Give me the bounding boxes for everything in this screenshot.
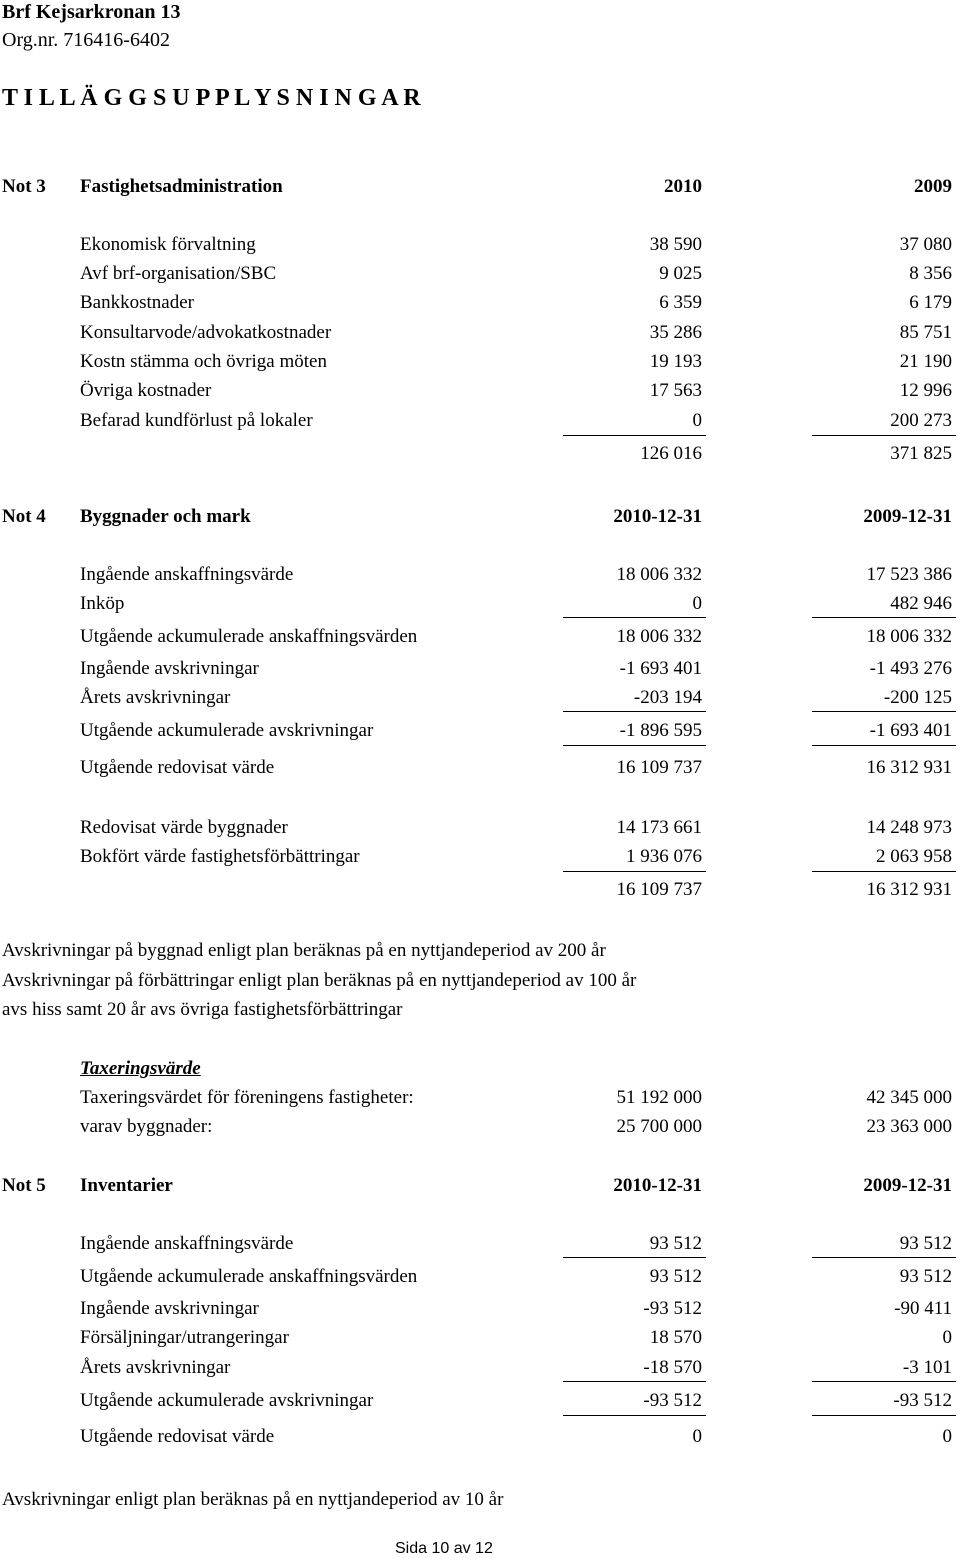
sum-rule (563, 1257, 706, 1258)
taxering-row-label: Taxeringsvärdet för föreningens fastigheter: (80, 1087, 414, 1108)
not4-row-label: Inköp (80, 593, 125, 614)
not5-row-value-2010: 93 512 (649, 1266, 702, 1287)
not4-row-value-2010: 18 006 332 (616, 564, 702, 585)
not4-row-value-2009: -1 693 401 (869, 720, 952, 741)
sum-rule (563, 745, 706, 746)
not4-row-value-2009: 18 006 332 (866, 626, 952, 647)
not3-row-value-2009: 37 080 (899, 234, 952, 255)
not3-row-value-2010: 0 (692, 410, 702, 431)
sum-rule (563, 1381, 706, 1382)
sum-rule (563, 871, 706, 872)
not4-row-value-2010: -1 896 595 (619, 720, 702, 741)
not4-row-value-2009: 2 063 958 (876, 846, 952, 867)
sum-rule (563, 617, 706, 618)
not3-row-label: Bankkostnader (80, 292, 194, 313)
taxering-heading: Taxeringsvärde (80, 1058, 201, 1079)
sum-rule (812, 711, 956, 712)
not5-row-value-2009: -90 411 (894, 1298, 952, 1319)
not3-row-label: Konsultarvode/advokatkostnader (80, 322, 332, 343)
not4-row-label: Ingående anskaffningsvärde (80, 564, 294, 585)
not4-row-label: Årets avskrivningar (80, 687, 231, 708)
not3-row-value-2009: 200 273 (890, 410, 952, 431)
not3-row-label: Övriga kostnader (80, 380, 212, 401)
org-number: Org.nr. 716416-6402 (2, 29, 170, 51)
not5-row-value-2009: -93 512 (893, 1390, 952, 1411)
not3-col1-header: 2010 (664, 176, 702, 197)
not4-row-value-2010: 16 109 737 (616, 757, 702, 778)
not5-row-label: Ingående anskaffningsvärde (80, 1233, 294, 1254)
taxering-row-value-2010: 51 192 000 (616, 1087, 702, 1108)
sum-rule (812, 745, 956, 746)
not4-row-label: Utgående redovisat värde (80, 757, 275, 778)
not4-row-value-2009: 14 248 973 (866, 817, 952, 838)
not5-row-value-2009: -3 101 (902, 1357, 952, 1378)
not4-row-label: Redovisat värde byggnader (80, 817, 288, 838)
not4-total-2010: 16 109 737 (616, 879, 702, 900)
not4-row-value-2009: 17 523 386 (866, 564, 952, 585)
sum-rule (563, 711, 706, 712)
sum-rule (812, 617, 956, 618)
not4-row-value-2010: -203 194 (633, 687, 702, 708)
not5-row-value-2010: -18 570 (643, 1357, 702, 1378)
not4-row-label: Ingående avskrivningar (80, 658, 259, 679)
sum-rule (812, 871, 956, 872)
taxering-row-label: varav byggnader: (80, 1116, 213, 1137)
not3-row-value-2010: 19 193 (649, 351, 702, 372)
not5-row-label: Försäljningar/utrangeringar (80, 1327, 289, 1348)
not5-text: Avskrivningar enligt plan beräknas på en nyttjandeperiod av 10 år (2, 1489, 504, 1510)
not3-row-label: Befarad kundförlust på lokaler (80, 410, 313, 431)
not3-row-value-2010: 35 286 (649, 322, 702, 343)
not4-row-label: Utgående ackumulerade anskaffningsvärden (80, 626, 418, 647)
not3-total-2009: 371 825 (890, 443, 952, 464)
not4-row-value-2009: -1 493 276 (869, 658, 952, 679)
not5-col1-header: 2010-12-31 (613, 1175, 702, 1196)
company-name: Brf Kejsarkronan 13 (2, 1, 181, 23)
sum-rule (563, 1415, 706, 1416)
not4-row-label: Utgående ackumulerade avskrivningar (80, 720, 374, 741)
not4-text-line: Avskrivningar på byggnad enligt plan beräknas på en nyttjandeperiod av 200 år (2, 940, 606, 961)
not5-row-value-2009: 93 512 (899, 1266, 952, 1287)
not4-row-value-2010: 1 936 076 (626, 846, 702, 867)
sum-rule (812, 1381, 956, 1382)
not3-row-value-2010: 17 563 (649, 380, 702, 401)
not5-row-value-2010: -93 512 (643, 1298, 702, 1319)
not4-row-value-2009: -200 125 (883, 687, 952, 708)
not3-row-value-2010: 38 590 (649, 234, 702, 255)
not5-row-value-2009: 0 (942, 1426, 952, 1447)
not5-col2-header: 2009-12-31 (863, 1175, 952, 1196)
not3-total-2010: 126 016 (640, 443, 702, 464)
not3-row-value-2009: 85 751 (899, 322, 952, 343)
not5-row-label: Utgående ackumulerade anskaffningsvärden (80, 1266, 418, 1287)
not5-row-label: Utgående ackumulerade avskrivningar (80, 1390, 374, 1411)
not4-heading: Byggnader och mark (80, 506, 251, 527)
taxering-row-value-2009: 23 363 000 (866, 1116, 952, 1137)
taxering-row-value-2010: 25 700 000 (616, 1116, 702, 1137)
not5-row-value-2010: 0 (692, 1426, 702, 1447)
not4-row-label: Bokfört värde fastighetsförbättringar (80, 846, 360, 867)
not4-row-value-2010: 0 (692, 593, 702, 614)
not5-number: Not 5 (2, 1175, 46, 1196)
not3-number: Not 3 (2, 176, 46, 197)
not3-col2-header: 2009 (914, 176, 952, 197)
not4-row-value-2010: 14 173 661 (616, 817, 702, 838)
page-number: Sida 10 av 12 (395, 1540, 493, 1557)
not4-row-value-2010: 18 006 332 (616, 626, 702, 647)
not4-row-value-2009: 482 946 (890, 593, 952, 614)
not3-row-value-2009: 8 356 (909, 263, 952, 284)
not5-heading: Inventarier (80, 1175, 173, 1196)
sum-rule (812, 1415, 956, 1416)
not3-row-label: Kostn stämma och övriga möten (80, 351, 327, 372)
not3-row-value-2010: 6 359 (659, 292, 702, 313)
not5-row-value-2010: 93 512 (649, 1233, 702, 1254)
not5-row-label: Utgående redovisat värde (80, 1426, 275, 1447)
not4-number: Not 4 (2, 506, 46, 527)
not4-text-line: Avskrivningar på förbättringar enligt plan beräknas på en nyttjandeperiod av 100 år (2, 970, 637, 991)
not5-row-label: Årets avskrivningar (80, 1357, 231, 1378)
not4-col2-header: 2009-12-31 (863, 506, 952, 527)
not4-row-value-2010: -1 693 401 (619, 658, 702, 679)
not3-row-label: Avf brf-organisation/SBC (80, 263, 277, 284)
not3-row-label: Ekonomisk förvaltning (80, 234, 256, 255)
not3-row-value-2009: 6 179 (909, 292, 952, 313)
not4-total-2009: 16 312 931 (866, 879, 952, 900)
not5-row-value-2010: -93 512 (643, 1390, 702, 1411)
sum-rule (563, 435, 706, 436)
sum-rule (812, 1257, 956, 1258)
not5-row-label: Ingående avskrivningar (80, 1298, 259, 1319)
not3-row-value-2009: 12 996 (899, 380, 952, 401)
sum-rule (812, 435, 956, 436)
not5-row-value-2009: 93 512 (899, 1233, 952, 1254)
not5-row-value-2009: 0 (942, 1327, 952, 1348)
taxering-row-value-2009: 42 345 000 (866, 1087, 952, 1108)
not3-row-value-2009: 21 190 (899, 351, 952, 372)
not4-text-line: avs hiss samt 20 år avs övriga fastighetsförbättringar (2, 999, 403, 1020)
not4-row-value-2009: 16 312 931 (866, 757, 952, 778)
not4-col1-header: 2010-12-31 (613, 506, 702, 527)
not3-row-value-2010: 9 025 (659, 263, 702, 284)
not3-heading: Fastighetsadministration (80, 176, 283, 197)
not5-row-value-2010: 18 570 (649, 1327, 702, 1348)
page-title: T I L L Ä G G S U P P L Y S N I N G A R (2, 85, 421, 111)
